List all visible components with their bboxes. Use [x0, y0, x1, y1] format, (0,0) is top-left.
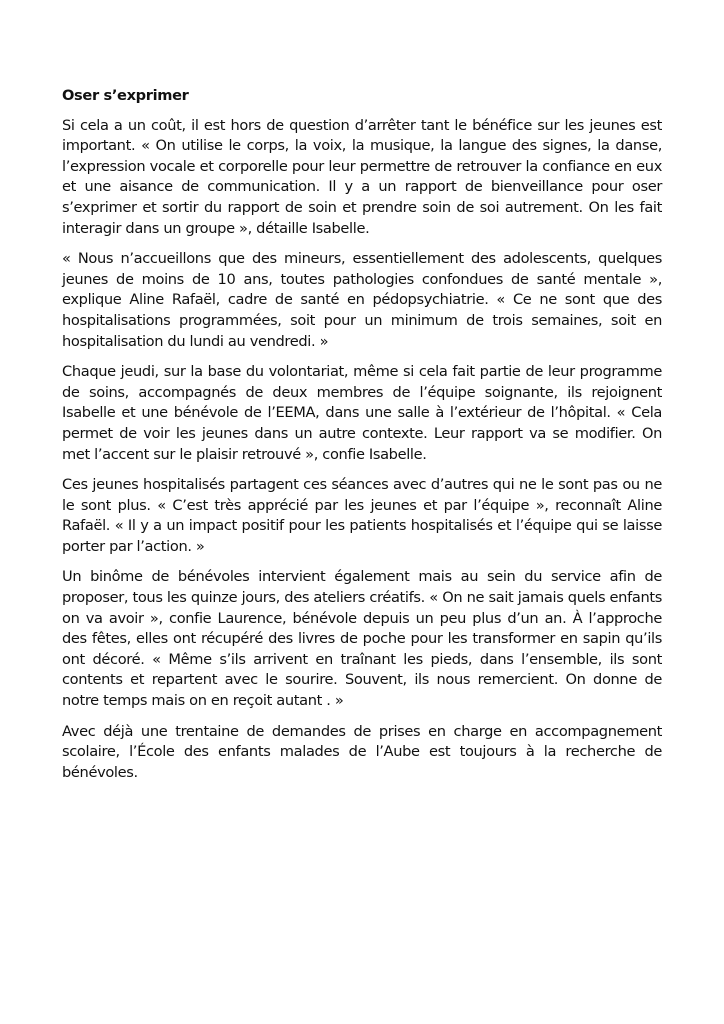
section-heading: Oser s’exprimer	[62, 87, 189, 104]
paragraph-conclusion: Avec déjà une trentaine de demandes de prises en charge en accompagnement scolaire, l’École des enfants malades de l’Aube est toujours à la recherche de bénévoles.	[62, 722, 662, 781]
document-page	[62, 86, 662, 793]
paragraph-thursday: Chaque jeudi, sur la base du volontariat, même si cela fait partie de leur programme de soins, accompagnés de deux membres de l’équipe soignante, ils rejoignent Isabelle et une bénévole de l’EEMA, dans une salle à l’extérieur de l’hôpital. « Cela permet de voir les jeunes dans un autre contexte. Leur rapport va se modifier. On met l’accent sur le plaisir retrouvé », confie Isabelle.	[62, 363, 662, 463]
paragraph-cost: Si cela a un coût, il est hors de question d’arrêter tant le bénéfice sur les jeunes est important. « On utilise le corps, la voix, la musique, la langue des signes, la danse, l’expression vocale et corporelle pour leur permettre de retrouver la confiance en eux et une aisance de communication. Il y a un rapport de bienveillance pour oser s’exprimer et sortir du rapport de soin et prendre soin de soi autrement. On les fait interagir dans un groupe », détaille Isabelle.	[62, 116, 662, 237]
paragraph-volunteers: Un binôme de bénévoles intervient également mais au sein du service afin de proposer, tous les quinze jours, des ateliers créatifs. « On ne sait jamais quels enfants on va avoir », confie Laurence, bénévole depuis un peu plus d’un an. À l’approche des fêtes, elles ont récupéré des livres de poche pour les transformer en sapin qu’ils ont décoré. « Même s’ils arrivent en traînant les pieds, dans l’ensemble, ils sont contents et repartent avec le sourire. Souvent, ils nous remercient. On donne de notre temps mais on en reçoit autant . »	[62, 568, 662, 710]
paragraph-sessions: Ces jeunes hospitalisés partagent ces séances avec d’autres qui ne le sont pas ou ne le sont plus. « C’est très apprécié par les jeunes et par l’équipe », reconnaît Aline Rafaël. « Il y a un impact positif pour les patients hospitalisés et l’équipe qui se laisse porter par l’action. »	[62, 476, 662, 555]
paragraph-minors: « Nous n’accueillons que des mineurs, essentiellement des adolescents, quelques jeunes de moins de 10 ans, toutes pathologies confondues de santé mentale », explique Aline Rafaël, cadre de santé en pédopsychiatrie. « Ce ne sont que des hospitalisations programmées, soit pour un minimum de trois semaines, soit en hospitalisation du lundi au vendredi. »	[62, 250, 662, 350]
